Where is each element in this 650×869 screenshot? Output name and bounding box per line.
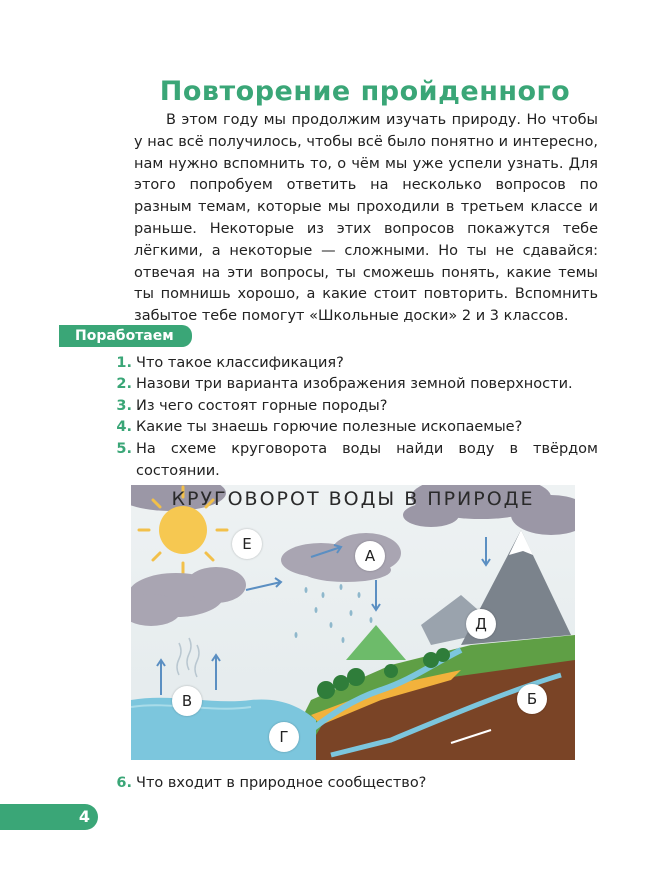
question-4 — [112, 417, 602, 439]
water-cycle-illustration — [131, 485, 575, 760]
question-number: 5. — [116, 441, 132, 457]
page-number: 4 — [78, 807, 90, 826]
question-1 — [112, 353, 602, 375]
label-v: В — [172, 686, 202, 716]
water-cycle-diagram — [131, 485, 575, 760]
question-number: 4. — [116, 419, 132, 435]
question-number: 3. — [116, 398, 132, 414]
question-3 — [112, 396, 602, 418]
question-text: Что такое классификация? — [136, 355, 344, 371]
section-badge: Поработаем — [59, 325, 192, 347]
question-text: Какие ты знаешь горючие полезные ископаемые? — [136, 419, 523, 435]
question-2 — [112, 374, 602, 396]
question-text: Из чего состоят горные породы? — [136, 398, 388, 414]
label-e: Е — [232, 529, 262, 559]
question-number: 2. — [116, 376, 132, 392]
question-text: Назови три варианта изображения земной поверхности. — [136, 376, 573, 392]
question-text: Что входит в природное сообщество? — [136, 775, 427, 791]
label-g: Г — [269, 722, 299, 752]
label-d: Д — [466, 609, 496, 639]
page-number-tab — [0, 804, 98, 830]
question-text: На схеме круговорота воды найди воду в твёрдом состоянии. — [136, 441, 598, 479]
label-a: А — [355, 541, 385, 571]
question-number: 6. — [116, 775, 132, 791]
question-number: 1. — [116, 355, 132, 371]
diagram-title: КРУГОВОРОТ ВОДЫ В ПРИРОДЕ — [171, 488, 535, 510]
question-6 — [112, 773, 602, 795]
intro-text — [134, 110, 598, 328]
question-5 — [112, 439, 602, 482]
page-title: Повторение пройденного — [159, 76, 571, 107]
intro-paragraph: В этом году мы продолжим изучать природу. Но чтобы у нас всё получилось, чтобы всё было понятно и интересно, нам нужно вспомнить то, о чём мы уже успели узнать. Для этого попробуем ответить на несколько вопросов по разным темам, которые мы проходили в третьем классе и раньше. Некоторые из этих вопросов покажутся тебе лёгкими, а некоторые — сложными. Но ты не сдавайся: отвечая на эти вопросы, ты сможешь понять, какие темы ты помнишь хорошо, а какие стоит повторить. Вспомнить забытое тебе помогут «Школьные доски» 2 и 3 классов. — [134, 112, 598, 325]
label-b: Б — [517, 684, 547, 714]
